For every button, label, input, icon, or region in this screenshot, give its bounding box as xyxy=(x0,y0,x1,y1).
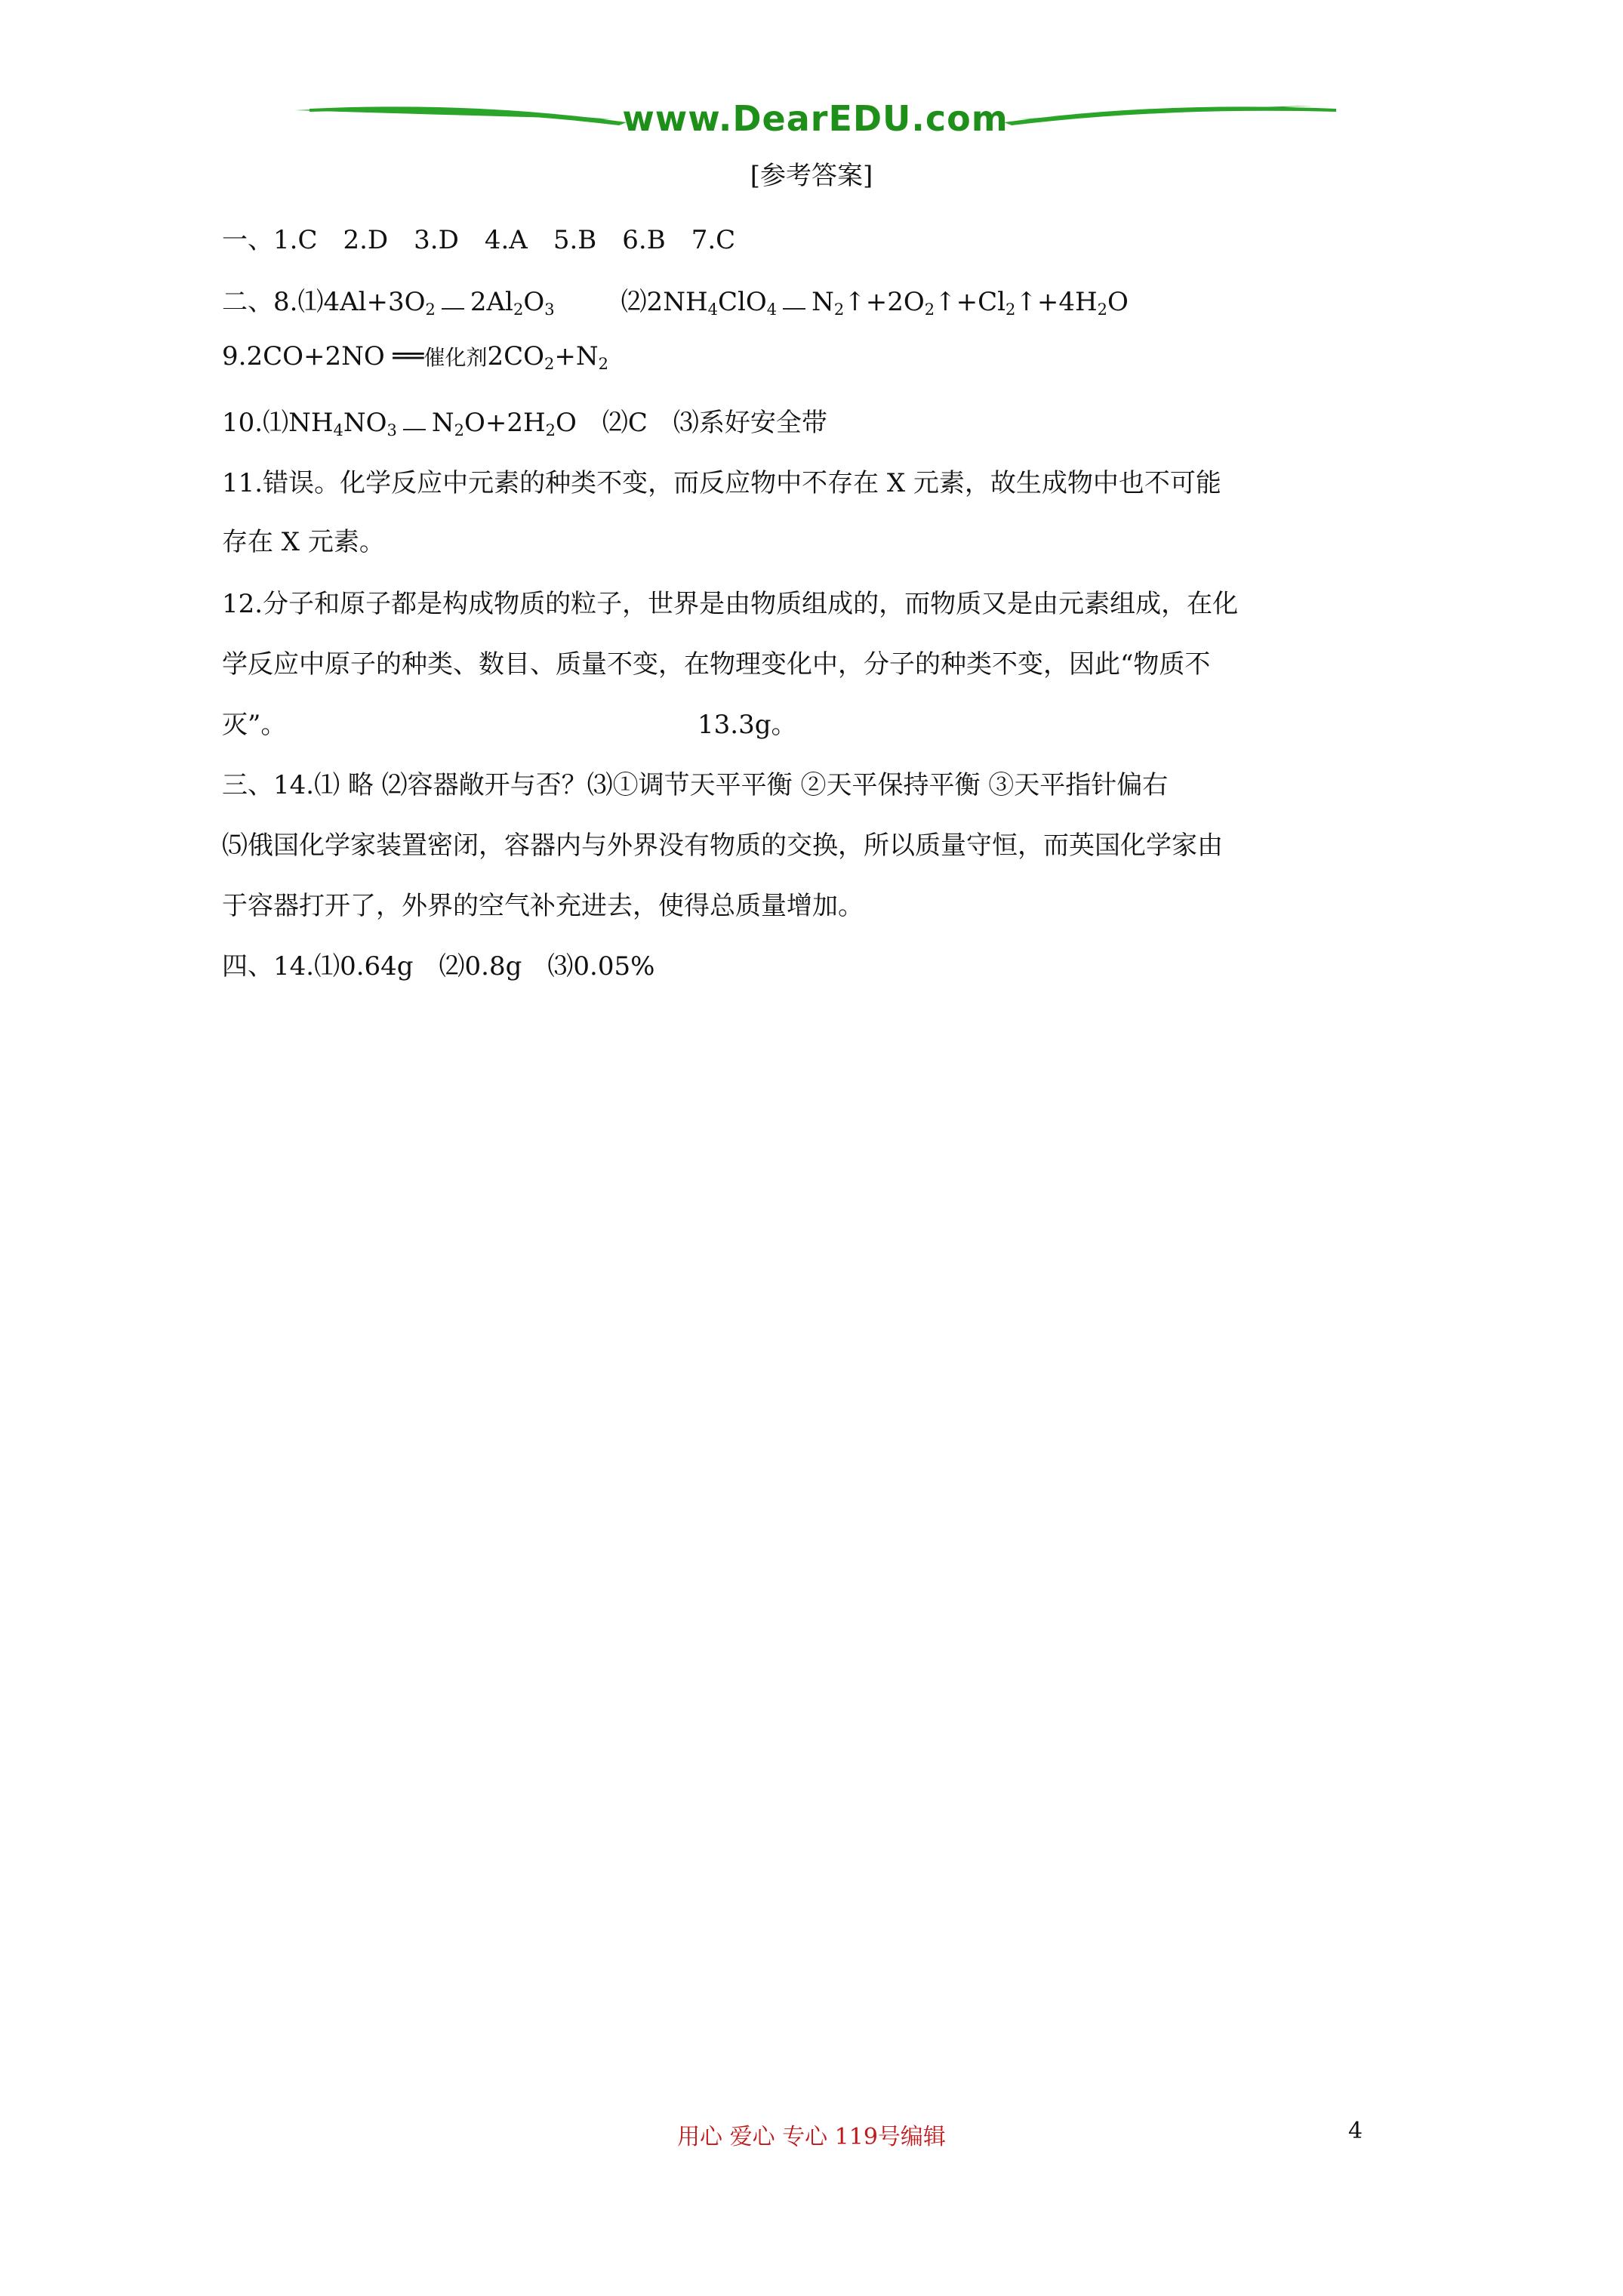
answer-line-12: 于容器打开了，外界的空气补充进去，使得总质量增加。 xyxy=(222,891,864,921)
answer-line-9b: 13.3g。 xyxy=(698,710,797,740)
footer-slogan: 用心 爱心 专心 119号编辑 xyxy=(677,2124,946,2150)
page-title: [参考答案] xyxy=(750,161,873,191)
answer-line-3: 9.2CO+2NO ══催化剂$2CO_2+N_2$ xyxy=(222,341,608,373)
answer-line-1: 一、1.C 2.D 3.D 4.A 5.B 6.B 7.C xyxy=(222,225,736,255)
answer-line-7: 12.分子和原子都是构成物质的粒子，世界是由物质组成的，而物质又是由元素组成，在化 xyxy=(222,589,1239,619)
answer-line-10: 三、14.⑴ 略 ⑵容器敞开与否？⑶①调节天平平衡 ②天平保持平衡 ③天平指针偏右 xyxy=(222,770,1169,800)
answer-line-8: 学反应中原子的种类、数目、质量不变，在物理变化中，分子的种类不变，因此“物质不 xyxy=(222,649,1211,680)
answer-line-9a: 灭”。 xyxy=(222,710,287,740)
answer-line-13: 四、14.⑴0.64g ⑵0.8g ⑶0.05% xyxy=(222,951,655,982)
page-number: 4 xyxy=(1348,2118,1363,2144)
answer-line-6: 存在 X 元素。 xyxy=(222,527,385,557)
site-url: www.DearEDU.com xyxy=(622,98,1009,139)
answer-line-11: ⑸俄国化学家装置密闭，容器内与外界没有物质的交换，所以质量守恒，而英国化学家由 xyxy=(222,831,1223,861)
site-banner xyxy=(287,97,1344,142)
answer-line-4: $10.⑴NH_4NO_3$ $N_2O+2H_2O$ ⑵C ⑶系好安全带 xyxy=(222,408,827,439)
answer-line-5: 11.错误。化学反应中元素的种类不变，而反应物中不存在 X 元素，故生成物中也不可能 xyxy=(222,468,1221,498)
answer-line-2: 二、$8.⑴4Al+3O_2$ $2Al_2O_3$ $⑵2NH_4ClO_4$ $N_2↑+2O_2↑+Cl_2↑+4H_2O$ xyxy=(222,287,1129,319)
